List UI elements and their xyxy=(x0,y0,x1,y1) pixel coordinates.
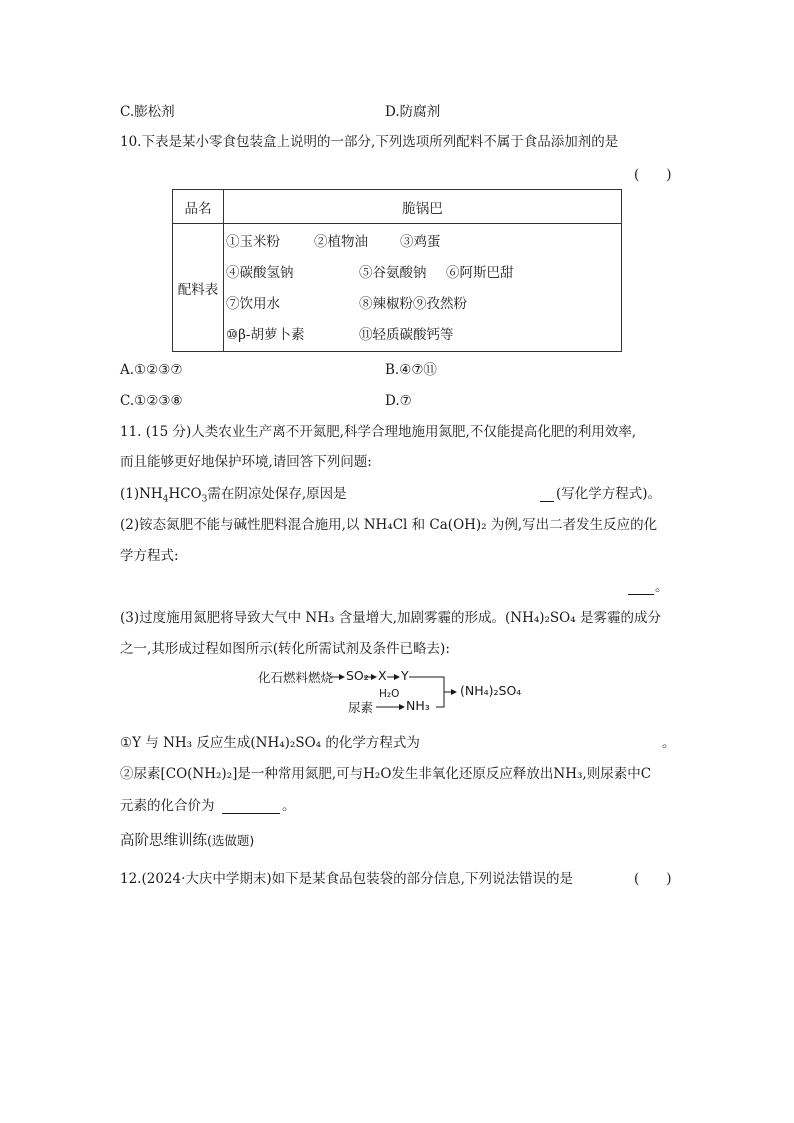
ingredient-item: ⑦饮用水 xyxy=(226,296,280,312)
ingredient-list xyxy=(224,224,621,351)
question-11-part2-line1: (2)铵态氮肥不能与碱性肥料混合施用,以 NH₄Cl 和 Ca(OH)₂ 为例,写出二者发生反应的化 xyxy=(120,517,658,533)
table-header-name: 品名 xyxy=(173,190,224,224)
question-11-part1: $(1)NH_4HCO_3$需在阴凉处保存,原因是 xyxy=(120,486,347,505)
formation-diagram xyxy=(258,666,558,718)
ingredient-item: ①玉米粉 xyxy=(226,234,280,250)
question-11-part3-line2: 之一,其形成过程如图所示(转化所需试剂及条件已略去): xyxy=(120,641,450,657)
question-11-sub2-line2: 元素的化合价为 xyxy=(120,798,215,814)
question-11-part2-line2: 学方程式: xyxy=(120,548,179,564)
option-d-q9: D.防腐剂 xyxy=(385,104,441,120)
table-row-label: 配料表 xyxy=(173,224,224,352)
diagram-product: (NH₄)₂SO₄ xyxy=(460,683,522,698)
answer-paren-q10: ( ) xyxy=(634,167,672,183)
option-c-q9: C.膨松剂 xyxy=(120,104,175,120)
diagram-so2: SO₂ xyxy=(346,668,369,683)
question-11-sub1: ①Y 与 NH₃ 反应生成(NH₄)₂SO₄ 的化学方程式为 xyxy=(120,735,420,751)
diagram-nh3: NH₃ xyxy=(406,698,430,713)
ingredient-item: ⑥阿斯巴甜 xyxy=(446,265,514,281)
diagram-h2o: H₂O xyxy=(379,688,400,700)
ingredient-item: ②植物油 xyxy=(314,234,368,250)
ingredient-item: ⑪轻质碳酸钙等 xyxy=(359,327,454,343)
ingredient-item: ⑩β-胡萝卜素 xyxy=(226,327,305,343)
question-12-stem: 12.(2024·大庆中学期末)如下是某食品包装袋的部分信息,下列说法错误的是 xyxy=(120,871,573,887)
ingredient-item: ⑧辣椒粉⑨孜然粉 xyxy=(359,296,467,312)
option-b-q10: B.④⑦⑪ xyxy=(385,362,437,378)
ingredient-item: ④碳酸氢钠 xyxy=(226,265,294,281)
answer-blank[interactable] xyxy=(222,801,280,814)
ingredient-item: ⑤谷氨酸钠 xyxy=(359,265,427,281)
answer-blank[interactable] xyxy=(540,489,554,502)
question-11-stem-line1: 11. (15 分)人类农业生产离不开氮肥,科学合理地施用氮肥,不仅能提高化肥的利用效率, xyxy=(120,424,637,440)
section-heading: 高阶思维训练(选做题) xyxy=(120,833,255,849)
period: 。 xyxy=(662,735,676,751)
period: 。 xyxy=(655,579,669,595)
diagram-urea: 尿素 xyxy=(348,700,374,715)
answer-paren-q12: ( ) xyxy=(634,871,672,887)
option-d-q10: D.⑦ xyxy=(385,393,412,409)
question-11-part3-line1: (3)过度施用氮肥将导致大气中 NH₃ 含量增大,加剧雾霾的形成。(NH₄)₂SO₄ 是雾霾的成分 xyxy=(120,610,661,626)
question-11-sub2-line1: ②尿素[CO(NH₂)₂]是一种常用氮肥,可与H₂O发生非氧化还原反应释放出NH₃,则尿素中C xyxy=(120,766,652,782)
diagram-y: Y xyxy=(401,668,409,683)
table-header-product: 脆锅巴 xyxy=(224,190,622,224)
ingredient-table xyxy=(172,189,622,352)
answer-blank[interactable] xyxy=(628,582,654,595)
question-11-part1-suffix: (写化学方程式)。 xyxy=(556,486,662,502)
question-11-stem-line2: 而且能够更好地保护环境,请回答下列问题: xyxy=(120,454,372,470)
option-c-q10: C.①②③⑧ xyxy=(120,393,183,409)
option-a-q10: A.①②③⑦ xyxy=(120,362,183,378)
diagram-x: X xyxy=(378,668,387,683)
period: 。 xyxy=(282,798,296,814)
question-10-stem: 10.下表是某小零食包装盒上说明的一部分,下列选项所列配料不属于食品添加剂的是 xyxy=(120,134,619,150)
diagram-fossil-fuel: 化石燃料燃烧 xyxy=(258,670,334,685)
ingredient-item: ③鸡蛋 xyxy=(400,234,441,250)
